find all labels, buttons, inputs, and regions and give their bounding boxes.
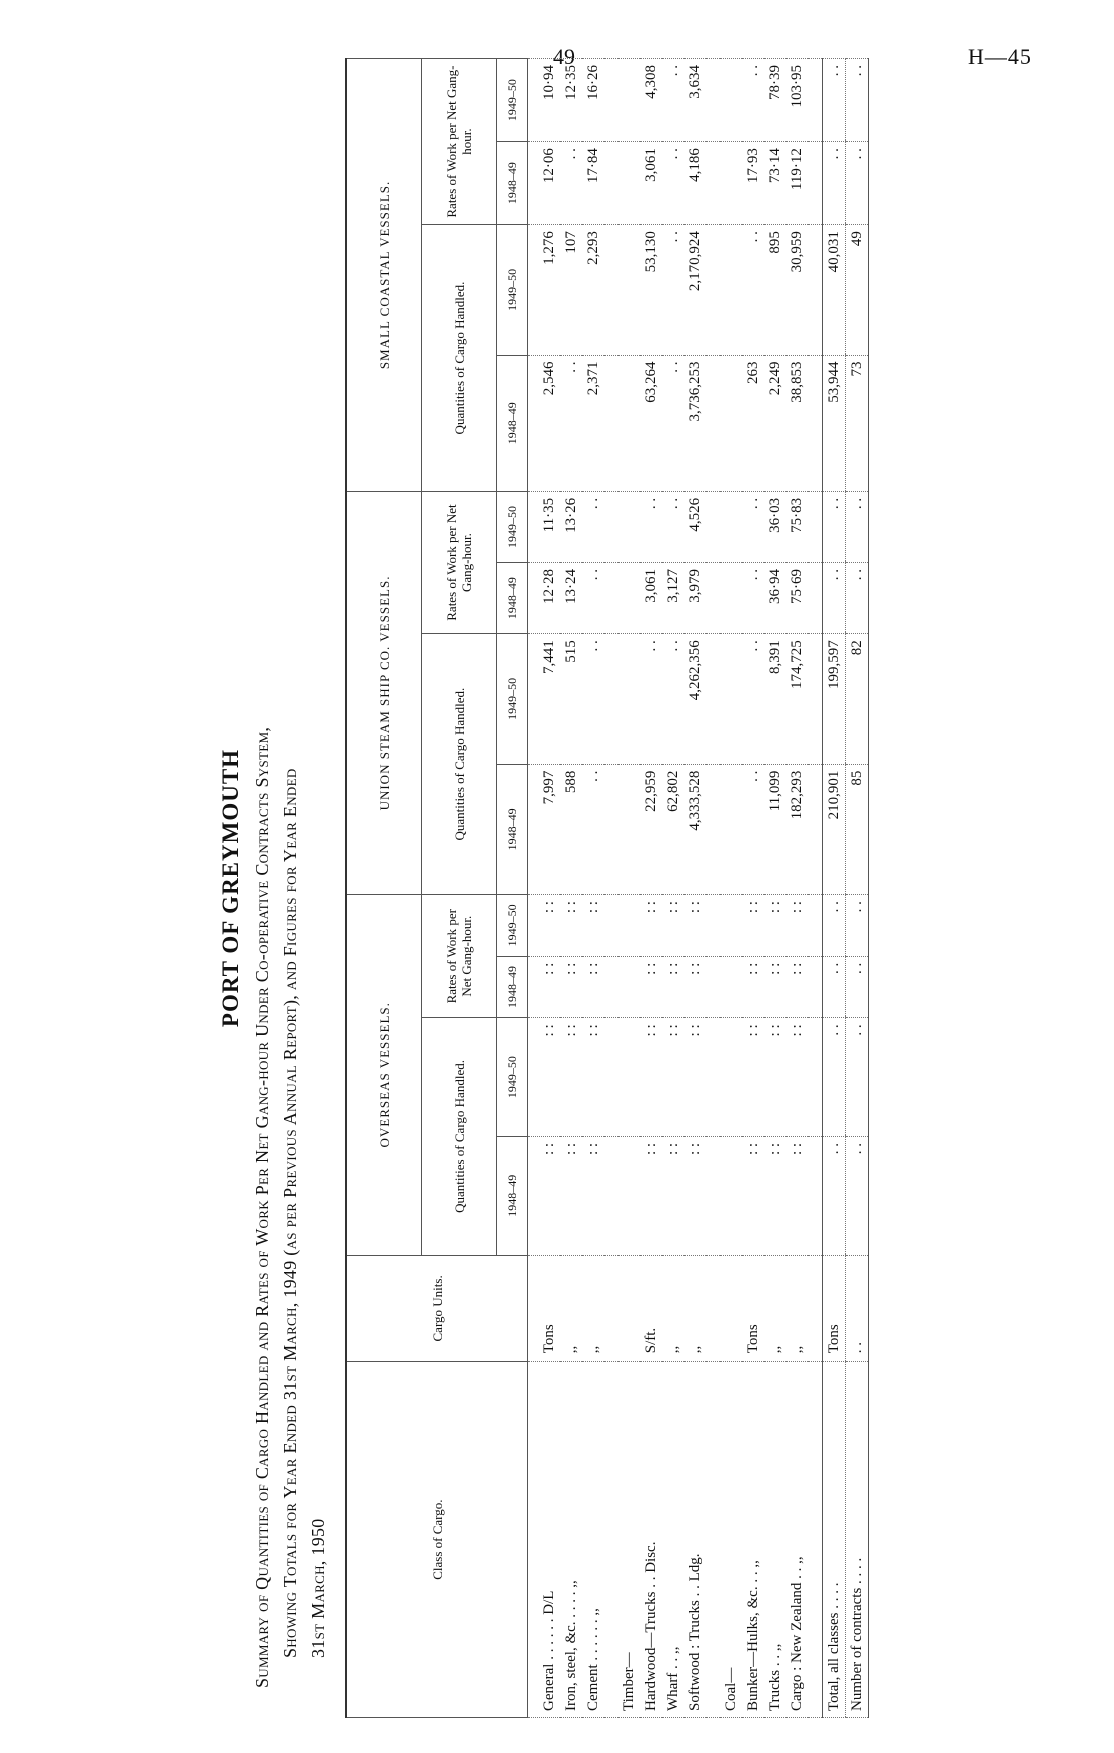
cargo-unit-cell: ,, bbox=[560, 1255, 582, 1362]
caption-line-3: 31st March, 1950 bbox=[308, 1518, 328, 1658]
value-cell: 4,333,528 bbox=[684, 764, 706, 894]
value-cell: 12·28 bbox=[528, 563, 561, 634]
value-cell: . . bbox=[823, 491, 846, 562]
cargo-unit-cell: ,, bbox=[764, 1255, 786, 1362]
value-cell: : : bbox=[582, 956, 604, 1018]
value-cell: 53,130 bbox=[640, 225, 662, 355]
value-cell bbox=[720, 1136, 742, 1255]
small-coastal-vessels-header: SMALL COASTAL VESSELS. bbox=[346, 59, 422, 492]
value-cell: 182,293 bbox=[786, 764, 808, 894]
caption-line-2: Showing Totals for Year Ended 31st March, 1949 (as per Previous Annual Report), and Figures for Year Ended bbox=[280, 768, 300, 1658]
value-cell: 49 bbox=[846, 225, 869, 355]
value-cell: : : bbox=[764, 1136, 786, 1255]
value-cell: : : bbox=[742, 1018, 764, 1137]
table-row bbox=[582, 59, 604, 1718]
value-cell: 73 bbox=[846, 355, 869, 491]
value-cell: 53,944 bbox=[823, 355, 846, 491]
value-cell: . . bbox=[846, 59, 869, 142]
rates-header: Rates of Work per Net Gang-hour. bbox=[422, 59, 497, 225]
value-cell: : : bbox=[560, 1018, 582, 1137]
value-cell: 103·95 bbox=[786, 59, 808, 142]
value-cell: 2,371 bbox=[582, 355, 604, 491]
cargo-class-cell: Timber— bbox=[618, 1362, 640, 1718]
value-cell: : : bbox=[560, 895, 582, 957]
cargo-class-cell: Trucks . . ,, bbox=[764, 1362, 786, 1718]
value-cell: 85 bbox=[846, 764, 869, 894]
value-cell: : : bbox=[786, 956, 808, 1018]
value-cell bbox=[720, 563, 742, 634]
table-body bbox=[528, 59, 869, 1718]
value-cell: 63,264 bbox=[640, 355, 662, 491]
value-cell: . . bbox=[846, 1018, 869, 1137]
value-cell bbox=[720, 225, 742, 355]
value-cell: . . bbox=[662, 142, 684, 225]
year-header: 1949–50 bbox=[497, 59, 528, 142]
value-cell: 78·39 bbox=[764, 59, 786, 142]
value-cell bbox=[618, 1018, 640, 1137]
year-header: 1948–49 bbox=[497, 1136, 528, 1255]
cargo-class-cell: Total, all classes . . . . bbox=[823, 1362, 846, 1718]
value-cell bbox=[618, 491, 640, 562]
value-cell: : : bbox=[764, 956, 786, 1018]
value-cell: . . bbox=[742, 563, 764, 634]
value-cell: : : bbox=[684, 1018, 706, 1137]
year-header: 1949–50 bbox=[497, 1018, 528, 1137]
value-cell: 3,979 bbox=[684, 563, 706, 634]
value-cell: : : bbox=[640, 956, 662, 1018]
value-cell: . . bbox=[582, 563, 604, 634]
value-cell: . . bbox=[742, 59, 764, 142]
table-row bbox=[662, 59, 684, 1718]
quantities-header: Quantities of Cargo Handled. bbox=[422, 1018, 497, 1255]
value-cell: 4,262,356 bbox=[684, 634, 706, 764]
value-cell bbox=[720, 895, 742, 957]
value-cell: 40,031 bbox=[823, 225, 846, 355]
value-cell: 4,308 bbox=[640, 59, 662, 142]
value-cell: 22,959 bbox=[640, 764, 662, 894]
value-cell: . . bbox=[662, 59, 684, 142]
value-cell bbox=[618, 59, 640, 142]
value-cell: : : bbox=[528, 1018, 561, 1137]
cargo-class-cell: Cement . . . . . . ,, bbox=[582, 1362, 604, 1718]
value-cell: : : bbox=[560, 1136, 582, 1255]
cargo-class-cell: Coal— bbox=[720, 1362, 742, 1718]
value-cell: 515 bbox=[560, 634, 582, 764]
cargo-unit-cell bbox=[618, 1255, 640, 1362]
table-row bbox=[823, 59, 846, 1718]
cargo-unit-cell: S/ft. bbox=[640, 1255, 662, 1362]
value-cell: . . bbox=[640, 634, 662, 764]
value-cell: 13·24 bbox=[560, 563, 582, 634]
rates-header: Rates of Work per Net Gang-hour. bbox=[422, 895, 497, 1018]
value-cell bbox=[618, 764, 640, 894]
value-cell: 12·35 bbox=[560, 59, 582, 142]
value-cell: . . bbox=[846, 142, 869, 225]
value-cell: 13·26 bbox=[560, 491, 582, 562]
value-cell: : : bbox=[560, 956, 582, 1018]
value-cell: . . bbox=[582, 764, 604, 894]
value-cell: 17·93 bbox=[742, 142, 764, 225]
value-cell: : : bbox=[528, 1136, 561, 1255]
value-cell: 210,901 bbox=[823, 764, 846, 894]
cargo-summary-table bbox=[345, 58, 869, 1718]
cargo-class-cell: General . . . . . . D/L bbox=[528, 1362, 561, 1718]
value-cell: : : bbox=[684, 1136, 706, 1255]
overseas-vessels-header: OVERSEAS VESSELS. bbox=[346, 895, 422, 1255]
value-cell: 16·26 bbox=[582, 59, 604, 142]
value-cell: . . bbox=[846, 895, 869, 957]
value-cell: . . bbox=[662, 491, 684, 562]
value-cell: . . bbox=[742, 491, 764, 562]
value-cell: . . bbox=[662, 355, 684, 491]
cargo-class-cell: Cargo : New Zealand . . ,, bbox=[786, 1362, 808, 1718]
year-header: 1948–49 bbox=[497, 563, 528, 634]
value-cell: 2,546 bbox=[528, 355, 561, 491]
value-cell: 30,959 bbox=[786, 225, 808, 355]
value-cell: 75·83 bbox=[786, 491, 808, 562]
value-cell: 82 bbox=[846, 634, 869, 764]
value-cell: . . bbox=[662, 634, 684, 764]
value-cell: . . bbox=[823, 956, 846, 1018]
value-cell: 588 bbox=[560, 764, 582, 894]
value-cell: : : bbox=[786, 1018, 808, 1137]
value-cell: 3,127 bbox=[662, 563, 684, 634]
value-cell: : : bbox=[662, 956, 684, 1018]
cargo-unit-cell bbox=[720, 1255, 742, 1362]
value-cell: 11,099 bbox=[764, 764, 786, 894]
cargo-unit-cell: Tons bbox=[742, 1255, 764, 1362]
rates-header: Rates of Work per Net Gang-hour. bbox=[422, 491, 497, 633]
value-cell: 4,186 bbox=[684, 142, 706, 225]
value-cell: 199,597 bbox=[823, 634, 846, 764]
value-cell: . . bbox=[846, 1136, 869, 1255]
table-row bbox=[720, 59, 742, 1718]
value-cell bbox=[720, 142, 742, 225]
value-cell: . . bbox=[846, 956, 869, 1018]
value-cell: 1,276 bbox=[528, 225, 561, 355]
class-of-cargo-header: Class of Cargo. bbox=[346, 1362, 528, 1718]
value-cell: 174,725 bbox=[786, 634, 808, 764]
table-row bbox=[528, 59, 561, 1718]
value-cell: : : bbox=[582, 1018, 604, 1137]
value-cell: 73·14 bbox=[764, 142, 786, 225]
value-cell: 17·84 bbox=[582, 142, 604, 225]
value-cell bbox=[720, 355, 742, 491]
spacer-row bbox=[706, 59, 720, 1718]
value-cell bbox=[720, 956, 742, 1018]
cargo-unit-cell: Tons bbox=[528, 1255, 561, 1362]
value-cell bbox=[720, 764, 742, 894]
value-cell: : : bbox=[640, 1018, 662, 1137]
rotated-page bbox=[20, 58, 1020, 1718]
year-header: 1949–50 bbox=[497, 634, 528, 764]
value-cell bbox=[720, 1018, 742, 1137]
value-cell: . . bbox=[823, 59, 846, 142]
value-cell: 8,391 bbox=[764, 634, 786, 764]
value-cell: 2,293 bbox=[582, 225, 604, 355]
value-cell: : : bbox=[528, 895, 561, 957]
table-row bbox=[786, 59, 808, 1718]
page-reference: H—45 bbox=[968, 44, 1032, 69]
value-cell: 75·69 bbox=[786, 563, 808, 634]
value-cell: : : bbox=[662, 1018, 684, 1137]
value-cell: . . bbox=[582, 634, 604, 764]
year-header: 1949–50 bbox=[497, 225, 528, 355]
value-cell bbox=[720, 59, 742, 142]
spacer-row bbox=[604, 59, 618, 1718]
table-row bbox=[846, 59, 869, 1718]
value-cell: : : bbox=[582, 895, 604, 957]
value-cell: . . bbox=[823, 563, 846, 634]
value-cell bbox=[720, 491, 742, 562]
value-cell: : : bbox=[742, 1136, 764, 1255]
value-cell: 263 bbox=[742, 355, 764, 491]
value-cell: 62,802 bbox=[662, 764, 684, 894]
cargo-unit-cell: ,, bbox=[582, 1255, 604, 1362]
value-cell: . . bbox=[742, 634, 764, 764]
value-cell: 3,061 bbox=[640, 142, 662, 225]
value-cell: : : bbox=[742, 895, 764, 957]
year-header: 1948–49 bbox=[497, 142, 528, 225]
cargo-class-cell: Iron, steel, &c. . . . . ,, bbox=[560, 1362, 582, 1718]
value-cell: 12·06 bbox=[528, 142, 561, 225]
value-cell bbox=[618, 142, 640, 225]
value-cell bbox=[618, 1136, 640, 1255]
table-row bbox=[742, 59, 764, 1718]
value-cell: . . bbox=[582, 491, 604, 562]
value-cell: : : bbox=[640, 895, 662, 957]
year-header: 1949–50 bbox=[497, 491, 528, 562]
value-cell: : : bbox=[786, 1136, 808, 1255]
value-cell: 4,526 bbox=[684, 491, 706, 562]
value-cell: . . bbox=[823, 1018, 846, 1137]
value-cell: 7,997 bbox=[528, 764, 561, 894]
value-cell: . . bbox=[823, 895, 846, 957]
value-cell: . . bbox=[846, 563, 869, 634]
value-cell: 7,441 bbox=[528, 634, 561, 764]
value-cell bbox=[618, 895, 640, 957]
value-cell: 11·35 bbox=[528, 491, 561, 562]
value-cell: 38,853 bbox=[786, 355, 808, 491]
value-cell bbox=[618, 225, 640, 355]
cargo-class-cell: Bunker—Hulks, &c. . . ,, bbox=[742, 1362, 764, 1718]
value-cell: 36·94 bbox=[764, 563, 786, 634]
cargo-unit-cell: ,, bbox=[786, 1255, 808, 1362]
value-cell bbox=[618, 355, 640, 491]
value-cell: 3,736,253 bbox=[684, 355, 706, 491]
cargo-class-cell: Wharf . . ,, bbox=[662, 1362, 684, 1718]
value-cell: 119·12 bbox=[786, 142, 808, 225]
table-caption bbox=[248, 308, 332, 1688]
value-cell: : : bbox=[640, 1136, 662, 1255]
value-cell: 2,170,924 bbox=[684, 225, 706, 355]
value-cell bbox=[618, 563, 640, 634]
spacer-row bbox=[808, 59, 823, 1718]
value-cell bbox=[720, 634, 742, 764]
value-cell: . . bbox=[662, 225, 684, 355]
year-header: 1948–49 bbox=[497, 956, 528, 1018]
value-cell: . . bbox=[640, 491, 662, 562]
table-row bbox=[764, 59, 786, 1718]
cargo-unit-cell: Tons bbox=[823, 1255, 846, 1362]
cargo-unit-cell: ,, bbox=[662, 1255, 684, 1362]
value-cell: 36·03 bbox=[764, 491, 786, 562]
cargo-class-cell: Softwood : Trucks . . Ldg. bbox=[684, 1362, 706, 1718]
union-steam-ship-header: UNION STEAM SHIP CO. VESSELS. bbox=[346, 491, 422, 894]
value-cell: : : bbox=[764, 895, 786, 957]
value-cell: 3,634 bbox=[684, 59, 706, 142]
value-cell: . . bbox=[742, 764, 764, 894]
quantities-header: Quantities of Cargo Handled. bbox=[422, 634, 497, 895]
value-cell: . . bbox=[560, 142, 582, 225]
value-cell: : : bbox=[742, 956, 764, 1018]
value-cell: : : bbox=[684, 956, 706, 1018]
value-cell: . . bbox=[846, 491, 869, 562]
cargo-class-cell: Number of contracts . . . . bbox=[846, 1362, 869, 1718]
value-cell: : : bbox=[786, 895, 808, 957]
caption-line-1: Summary of Quantities of Cargo Handled and Rates of Work Per Net Gang-hour Under Co-operative Contracts System, bbox=[252, 726, 272, 1688]
value-cell bbox=[618, 956, 640, 1018]
value-cell: . . bbox=[823, 142, 846, 225]
year-header: 1949–50 bbox=[497, 895, 528, 957]
year-header: 1948–49 bbox=[497, 764, 528, 894]
value-cell: 3,061 bbox=[640, 563, 662, 634]
value-cell: . . bbox=[560, 355, 582, 491]
value-cell: 10·94 bbox=[528, 59, 561, 142]
table-row bbox=[618, 59, 640, 1718]
value-cell: . . bbox=[823, 1136, 846, 1255]
table-row bbox=[640, 59, 662, 1718]
table-row bbox=[560, 59, 582, 1718]
cargo-class-cell: Hardwood—Trucks . . Disc. bbox=[640, 1362, 662, 1718]
quantities-header: Quantities of Cargo Handled. bbox=[422, 225, 497, 492]
value-cell: 2,249 bbox=[764, 355, 786, 491]
table-row bbox=[684, 59, 706, 1718]
value-cell: . . bbox=[742, 225, 764, 355]
cargo-unit-cell: ,, bbox=[684, 1255, 706, 1362]
value-cell: 107 bbox=[560, 225, 582, 355]
cargo-unit-cell: . . bbox=[846, 1255, 869, 1362]
page-title: PORT OF GREYMOUTH bbox=[218, 748, 243, 1028]
value-cell: : : bbox=[582, 1136, 604, 1255]
value-cell bbox=[618, 634, 640, 764]
value-cell: : : bbox=[662, 895, 684, 957]
value-cell: 895 bbox=[764, 225, 786, 355]
year-header: 1948–49 bbox=[497, 355, 528, 491]
value-cell: : : bbox=[764, 1018, 786, 1137]
cargo-units-header: Cargo Units. bbox=[346, 1255, 528, 1362]
value-cell: : : bbox=[662, 1136, 684, 1255]
value-cell: : : bbox=[684, 895, 706, 957]
value-cell: : : bbox=[528, 956, 561, 1018]
page-number: 49 bbox=[553, 44, 575, 69]
